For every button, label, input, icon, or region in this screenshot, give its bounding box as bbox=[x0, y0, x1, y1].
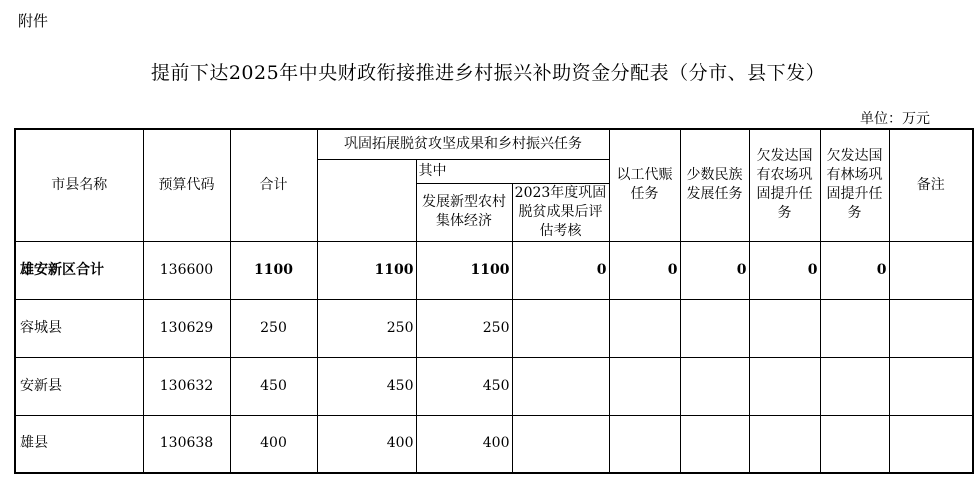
row-work-relief: 0 bbox=[609, 241, 680, 299]
row-new-collective: 400 bbox=[416, 415, 512, 473]
header-new-collective: 发展新型农村集体经济 bbox=[416, 183, 512, 241]
table-row bbox=[15, 299, 973, 357]
header-assessment-2023: 2023年度巩固脱贫成果后评估考核 bbox=[512, 183, 609, 241]
document-title: 提前下达2025年中央财政衔接推进乡村振兴补助资金分配表（分市、县下发） bbox=[150, 62, 826, 84]
row-code: 136600 bbox=[143, 241, 230, 299]
row-ethnic bbox=[680, 415, 749, 473]
row-total: 400 bbox=[230, 415, 317, 473]
row-farm bbox=[749, 299, 820, 357]
row-work-relief bbox=[609, 299, 680, 357]
row-code: 130629 bbox=[143, 299, 230, 357]
row-forest bbox=[820, 357, 889, 415]
header-farm-upgrade: 欠发达国有农场巩固提升任务 bbox=[749, 129, 820, 241]
row-total: 250 bbox=[230, 299, 317, 357]
row-consolidate: 250 bbox=[317, 299, 416, 357]
row-code: 130632 bbox=[143, 357, 230, 415]
header-budget-code: 预算代码 bbox=[143, 129, 230, 241]
row-forest bbox=[820, 415, 889, 473]
unit-label: 单位：万元 bbox=[860, 111, 930, 127]
header-row-1 bbox=[15, 129, 973, 159]
header-city-name: 市县名称 bbox=[15, 129, 143, 241]
row-consolidate: 1100 bbox=[317, 241, 416, 299]
table-row bbox=[15, 357, 973, 415]
row-farm: 0 bbox=[749, 241, 820, 299]
row-name: 雄安新区合计 bbox=[15, 241, 143, 299]
table-row bbox=[15, 241, 973, 299]
row-total: 450 bbox=[230, 357, 317, 415]
row-new-collective: 250 bbox=[416, 299, 512, 357]
row-forest bbox=[820, 299, 889, 357]
header-consolidate-task: 巩固拓展脱贫攻坚成果和乡村振兴任务 bbox=[317, 129, 609, 159]
row-code: 130638 bbox=[143, 415, 230, 473]
header-total: 合计 bbox=[230, 129, 317, 241]
row-ethnic bbox=[680, 299, 749, 357]
header-of-which: 其中 bbox=[416, 159, 609, 183]
row-new-collective: 450 bbox=[416, 357, 512, 415]
row-assessment: 0 bbox=[512, 241, 609, 299]
header-forest-upgrade: 欠发达国有林场巩固提升任务 bbox=[820, 129, 889, 241]
row-name: 容城县 bbox=[15, 299, 143, 357]
header-work-relief: 以工代赈任务 bbox=[609, 129, 680, 241]
row-remarks bbox=[889, 415, 973, 473]
row-work-relief bbox=[609, 357, 680, 415]
row-consolidate: 400 bbox=[317, 415, 416, 473]
row-total: 1100 bbox=[230, 241, 317, 299]
row-assessment bbox=[512, 415, 609, 473]
row-ethnic bbox=[680, 357, 749, 415]
row-forest: 0 bbox=[820, 241, 889, 299]
row-work-relief bbox=[609, 415, 680, 473]
row-assessment bbox=[512, 357, 609, 415]
row-remarks bbox=[889, 241, 973, 299]
allocation-table bbox=[14, 128, 974, 474]
header-remarks: 备注 bbox=[889, 129, 973, 241]
header-consolidate-blank bbox=[317, 159, 416, 241]
row-farm bbox=[749, 357, 820, 415]
row-name: 安新县 bbox=[15, 357, 143, 415]
header-ethnic-minority: 少数民族发展任务 bbox=[680, 129, 749, 241]
table-row bbox=[15, 415, 973, 473]
row-assessment bbox=[512, 299, 609, 357]
attachment-label: 附件 bbox=[18, 12, 49, 30]
row-name: 雄县 bbox=[15, 415, 143, 473]
row-remarks bbox=[889, 357, 973, 415]
row-new-collective: 1100 bbox=[416, 241, 512, 299]
row-farm bbox=[749, 415, 820, 473]
row-consolidate: 450 bbox=[317, 357, 416, 415]
row-ethnic: 0 bbox=[680, 241, 749, 299]
row-remarks bbox=[889, 299, 973, 357]
